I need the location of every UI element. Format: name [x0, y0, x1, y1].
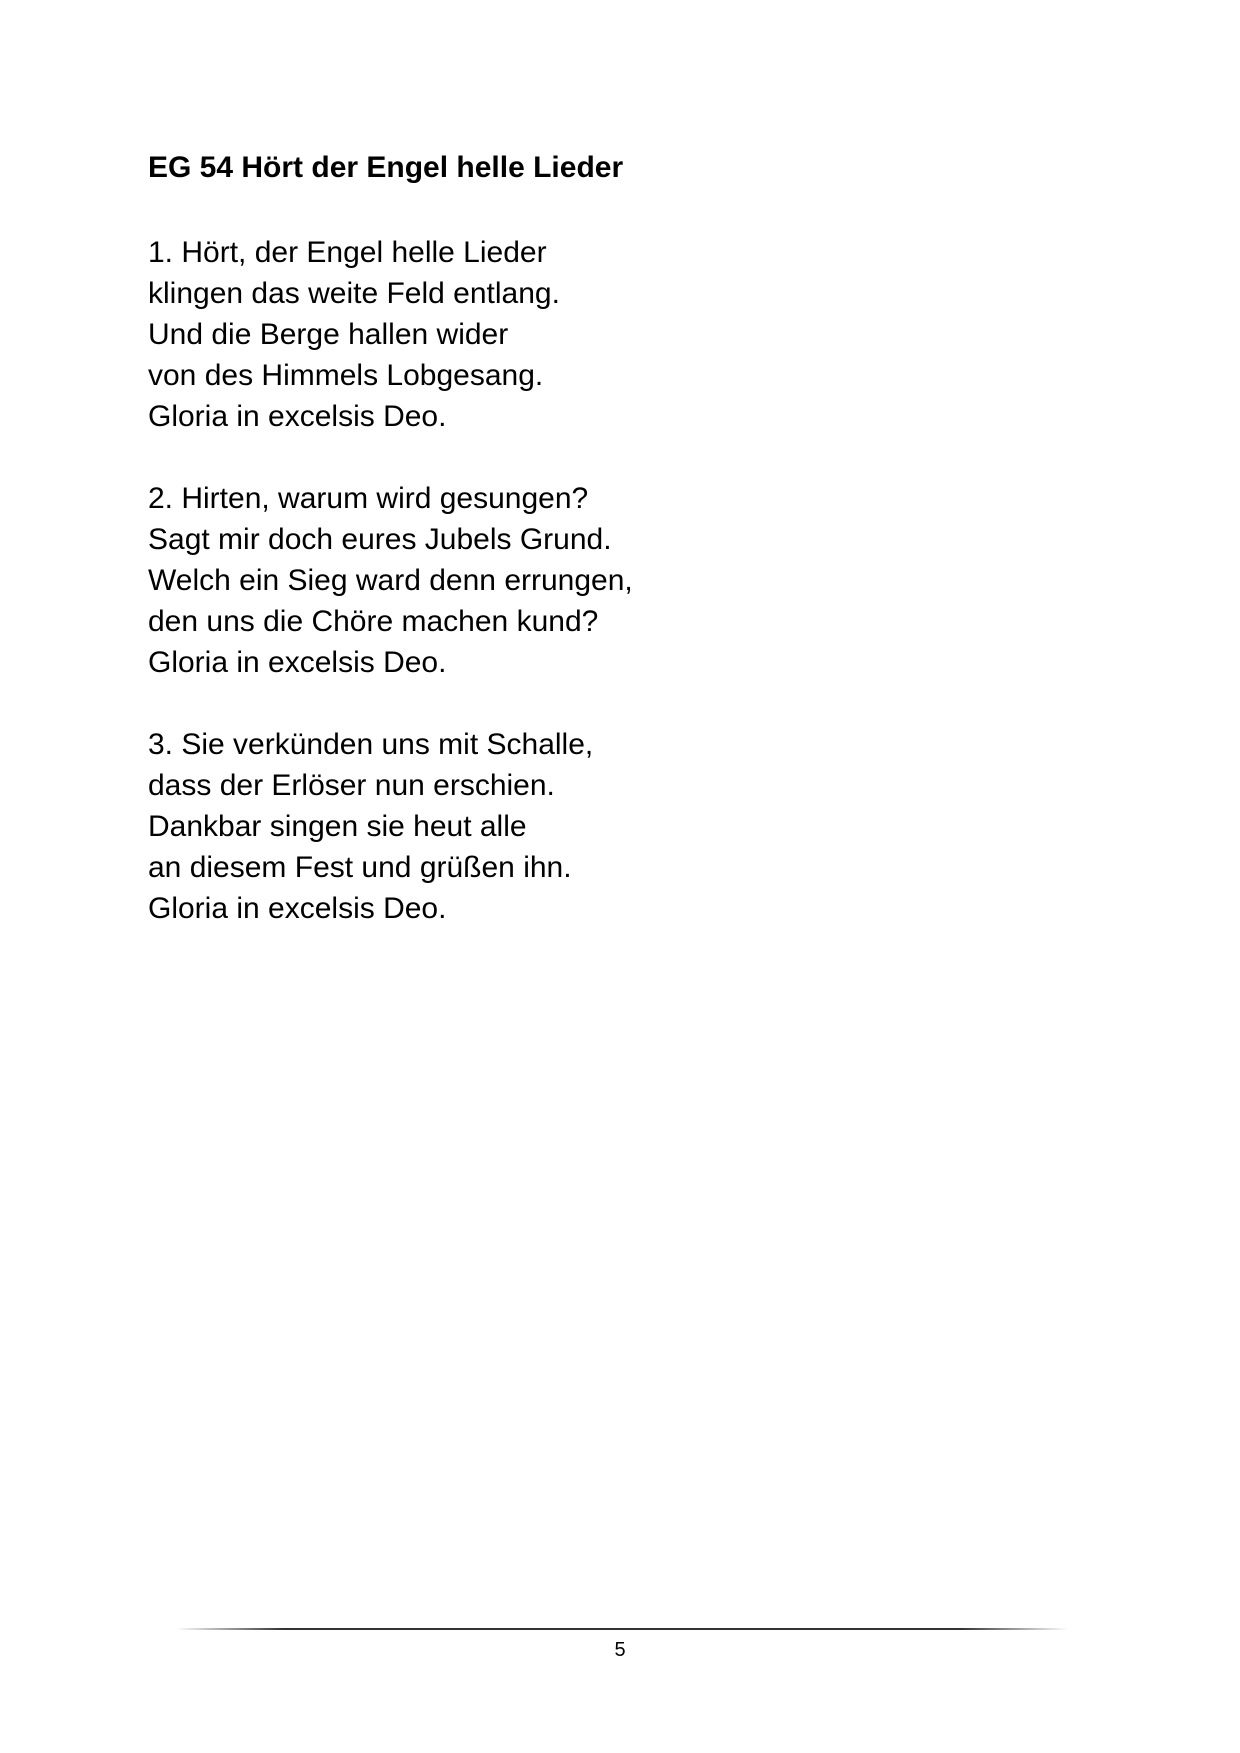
verse-line: Sagt mir doch eures Jubels Grund.: [148, 523, 612, 556]
verse-line: 1. Hört, der Engel helle Lieder: [148, 236, 547, 269]
verse-line: den uns die Chöre machen kund?: [148, 605, 599, 638]
verse-line: Dankbar singen sie heut alle: [148, 810, 527, 843]
verse-line: an diesem Fest und grüßen ihn.: [148, 851, 572, 884]
verse-refrain: Gloria in excelsis Deo.: [148, 646, 447, 679]
verse-line: Und die Berge hallen wider: [148, 318, 509, 351]
verse-1: [148, 232, 1048, 437]
verse-refrain: Gloria in excelsis Deo.: [148, 892, 447, 925]
verse-2: [148, 478, 1048, 683]
page-number: 5: [614, 1639, 626, 1661]
footer-divider: [176, 1628, 1068, 1630]
verse-line: dass der Erlöser nun erschien.: [148, 769, 555, 802]
verse-line: Welch ein Sieg ward denn errungen,: [148, 564, 633, 597]
hymn-title: EG 54 Hört der Engel helle Lieder: [148, 151, 624, 184]
verses-container: [148, 232, 1048, 970]
verse-line: 3. Sie verkünden uns mit Schalle,: [148, 728, 594, 761]
verse-refrain: Gloria in excelsis Deo.: [148, 400, 447, 433]
verse-line: von des Himmels Lobgesang.: [148, 359, 544, 392]
verse-line: 2. Hirten, warum wird gesungen?: [148, 482, 589, 515]
verse-line: klingen das weite Feld entlang.: [148, 277, 560, 310]
verse-3: [148, 724, 1048, 929]
